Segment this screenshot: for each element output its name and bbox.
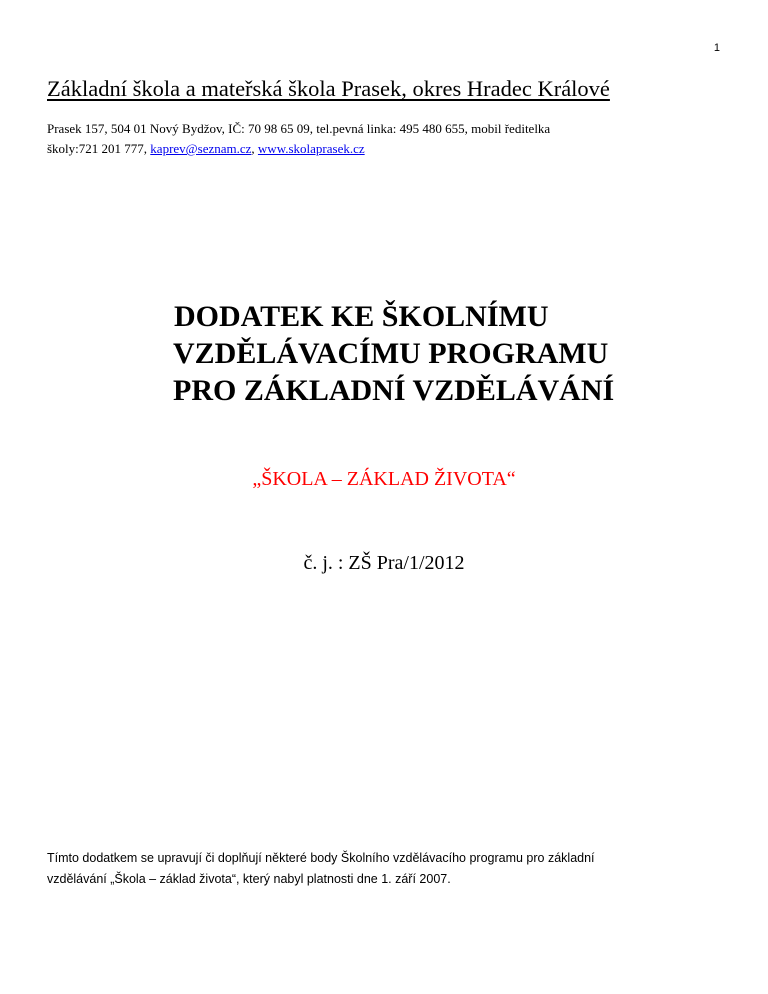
page-number: 1 — [713, 42, 720, 54]
contact-info — [47, 119, 707, 159]
contact-line-1: Prasek 157, 504 01 Nový Bydžov, IČ: 70 98 65 09, tel.pevná linka: 495 480 655, mobil ředitelka — [47, 121, 551, 136]
contact-line-2-prefix: školy:721 201 777, — [47, 141, 148, 156]
reference-number: č. j. : ZŠ Pra/1/2012 — [303, 552, 465, 574]
title-line-3: PRO ZÁKLADNÍ VZDĚLÁVÁNÍ — [173, 374, 615, 407]
note-line-2: vzdělávání „Škola – základ života“, který nabyl platnosti dne 1. září 2007. — [47, 872, 451, 886]
website-link[interactable]: www.skolaprasek.cz — [257, 141, 365, 156]
email-link[interactable]: kaprev@seznam.cz — [150, 141, 252, 156]
note-line-1: Tímto dodatkem se upravují či doplňují některé body Školního vzdělávacího programu pro základní — [47, 851, 595, 865]
title-line-1: DODATEK KE ŠKOLNÍMU — [174, 300, 549, 333]
link-separator: , — [251, 141, 255, 156]
document-title — [0, 298, 768, 409]
amendment-note — [47, 848, 727, 890]
school-name-heading: Základní škola a mateřská škola Prasek, okres Hradec Králové — [47, 76, 610, 101]
title-line-2: VZDĚLÁVACÍMU PROGRAMU — [173, 337, 609, 370]
program-subtitle: „ŠKOLA – ZÁKLAD ŽIVOTA“ — [252, 468, 516, 490]
